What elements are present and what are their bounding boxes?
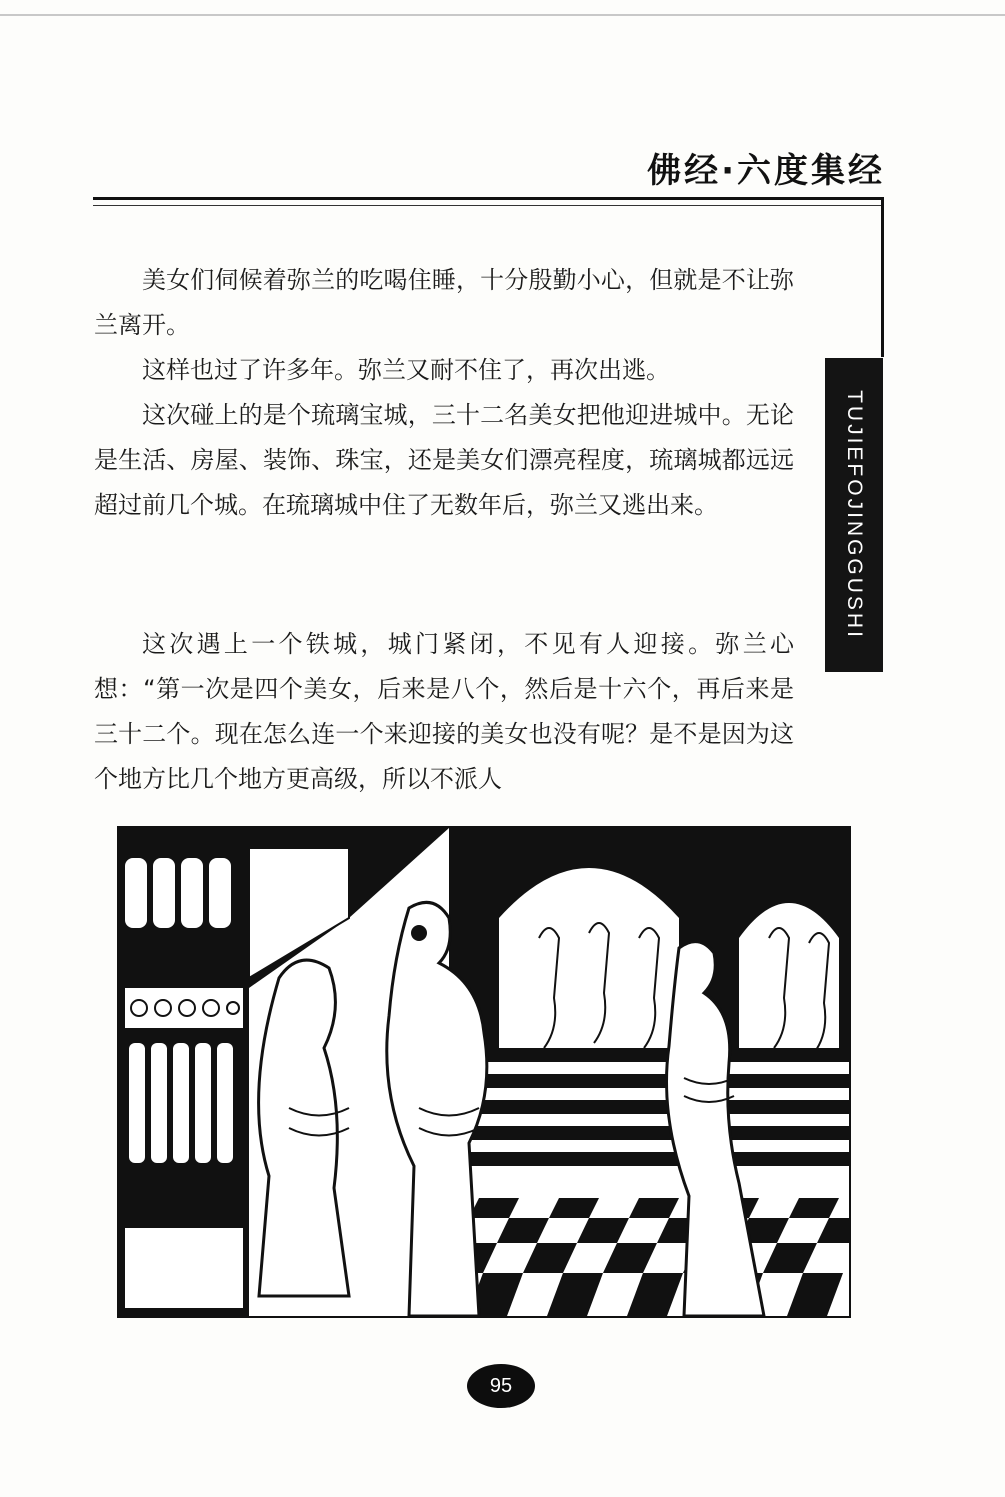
top-rule [0, 14, 1005, 16]
paragraph: 美女们伺候着弥兰的吃喝住睡，十分殷勤小心，但就是不让弥兰离开。 [94, 266, 794, 339]
paragraph: 这样也过了许多年。弥兰又耐不住了，再次出逃。 [142, 356, 670, 384]
header-rule [93, 197, 883, 200]
side-tab-label: TUJIEFOJINGGUSHI [843, 390, 866, 640]
page-title: 佛经·六度集经 [647, 151, 885, 191]
page-number: 95 [467, 1364, 535, 1408]
paragraph: 这次遇上一个铁城，城门紧闭，不见有人迎接。弥兰心想：“第一次是四个美女，后来是八个，然后是十六个，再后来是三十二个。现在怎么连一个来迎接的美女也没有呢？是不是因为这个地方比几个地方更高级，所以不派人 [94, 630, 794, 793]
body-text-top [94, 258, 794, 528]
body-text-bottom [94, 622, 794, 802]
illustration-art [119, 828, 849, 1316]
side-tab [825, 358, 883, 672]
illustration [117, 826, 851, 1318]
paragraph: 这次碰上的是个琉璃宝城，三十二名美女把他迎进城中。无论是生活、房屋、装饰、珠宝，还是美女们漂亮程度，琉璃城都远远超过前几个城。在琉璃城中住了无数年后，弥兰又逃出来。 [94, 401, 794, 519]
header-rule-thin [93, 205, 883, 206]
header-rule-vertical [881, 197, 884, 357]
